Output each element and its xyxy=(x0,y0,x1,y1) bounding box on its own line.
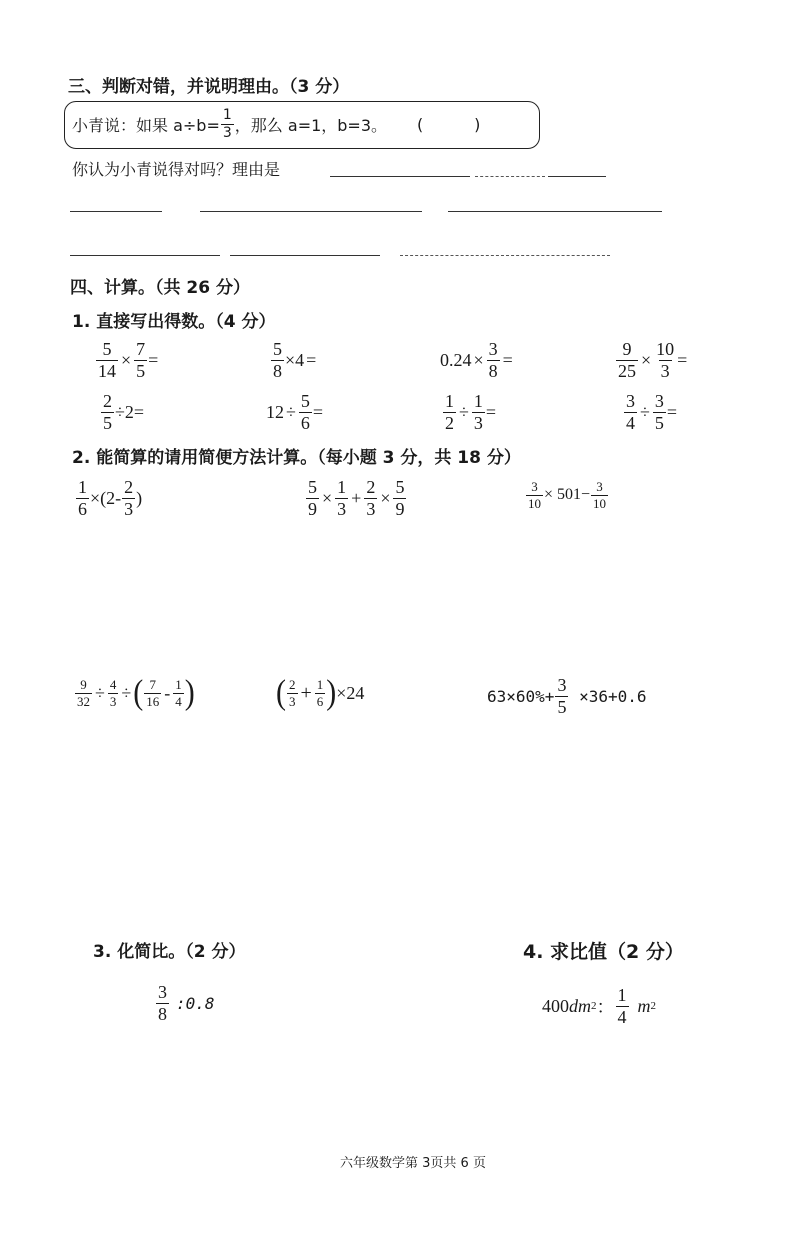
q1-title: 1. 直接写出得数。（4 分） xyxy=(72,312,276,332)
answer-line[interactable] xyxy=(70,211,162,212)
math-symbol: = xyxy=(148,349,159,370)
fraction xyxy=(335,478,348,519)
fraction-numerator: 4 xyxy=(109,677,117,692)
math-symbol: 2 xyxy=(591,1000,597,1013)
fraction-numerator: 3 xyxy=(158,982,167,1002)
q2-expression-1 xyxy=(75,478,142,519)
fraction-numerator: 2 xyxy=(289,677,296,692)
answer-line[interactable] xyxy=(548,176,606,177)
fraction-numerator: 1 xyxy=(445,391,454,411)
fraction-numerator: 3 xyxy=(654,391,664,411)
fraction-denominator: 9 xyxy=(308,498,317,519)
fraction-denominator: 3 xyxy=(366,498,376,519)
fraction-denominator: 3 xyxy=(124,498,134,519)
q1-item-4 xyxy=(615,340,687,381)
fraction xyxy=(364,478,377,519)
fraction-denominator: 5 xyxy=(654,412,664,433)
math-symbol: ×24 xyxy=(336,682,365,703)
fraction-numerator: 2 xyxy=(124,477,134,497)
fraction-denominator: 4 xyxy=(617,1006,627,1027)
fraction-denominator: 3 xyxy=(660,360,670,381)
fraction-numerator: 3 xyxy=(596,479,603,494)
fraction xyxy=(616,986,629,1027)
math-symbol: ÷2= xyxy=(115,401,145,422)
fraction-denominator: 3 xyxy=(109,693,117,709)
math-symbol: ) xyxy=(184,673,195,712)
answer-paren[interactable]: ( ) xyxy=(417,114,481,134)
fraction-numerator: 1 xyxy=(78,477,87,497)
fraction xyxy=(393,478,406,519)
answer-line-faded xyxy=(475,176,545,177)
math-symbol: ×(2- xyxy=(90,487,122,508)
fraction-numerator: 7 xyxy=(136,339,146,359)
math-symbol: ÷ xyxy=(640,401,650,422)
fraction-denominator: 6 xyxy=(300,412,310,433)
fraction-numerator: 1 xyxy=(316,677,324,692)
fraction-numerator: 5 xyxy=(308,477,317,497)
fraction-numerator: 2 xyxy=(103,391,112,411)
fraction-denominator: 3 xyxy=(473,412,483,433)
math-symbol: 400 xyxy=(542,995,569,1016)
math-symbol: ( xyxy=(276,673,286,712)
fraction-numerator: 7 xyxy=(149,677,157,692)
fraction xyxy=(122,478,135,519)
math-symbol: × xyxy=(641,349,652,370)
fraction-numerator: 1 xyxy=(473,391,483,411)
fraction xyxy=(624,392,637,433)
fraction xyxy=(526,480,543,510)
math-symbol: × xyxy=(473,349,484,370)
fraction-denominator: 5 xyxy=(136,360,146,381)
fraction-numerator: 3 xyxy=(626,391,635,411)
q2-expression-6 xyxy=(487,676,647,717)
math-symbol: × xyxy=(121,349,132,370)
q1-item-3 xyxy=(440,340,515,381)
math-symbol: 63×60%+ xyxy=(487,686,555,706)
fraction-numerator: 1 xyxy=(222,107,232,123)
fraction xyxy=(299,392,312,433)
fraction xyxy=(653,392,666,433)
fraction xyxy=(144,678,161,708)
answer-line[interactable] xyxy=(200,211,422,212)
fraction-denominator: 8 xyxy=(158,1003,167,1024)
fraction xyxy=(101,392,114,433)
fraction xyxy=(173,678,184,708)
math-symbol: ： xyxy=(596,997,615,1018)
page-footer: 六年级数学第 3页共 6 页 xyxy=(340,1156,486,1171)
fraction-numerator: 9 xyxy=(80,677,87,692)
q2-expression-4 xyxy=(74,673,195,712)
fraction-numerator: 3 xyxy=(531,479,538,494)
math-symbol: ( xyxy=(133,673,144,712)
fraction-denominator: 5 xyxy=(103,412,112,433)
math-symbol: = xyxy=(485,401,497,422)
fraction-denominator: 4 xyxy=(626,412,635,433)
math-symbol: :0.8 xyxy=(176,993,215,1013)
statement-fraction xyxy=(221,108,234,140)
fraction-numerator: 9 xyxy=(622,339,632,359)
answer-line-faded xyxy=(400,255,610,256)
fraction xyxy=(443,392,456,433)
fraction-denominator: 10 xyxy=(593,495,607,511)
answer-line[interactable] xyxy=(448,211,662,212)
fraction-denominator: 25 xyxy=(618,360,636,381)
fraction xyxy=(271,340,284,381)
math-symbol: + xyxy=(351,487,362,508)
fraction-denominator: 4 xyxy=(175,693,182,709)
fraction xyxy=(472,392,485,433)
fraction-numerator: 5 xyxy=(300,391,310,411)
q1-item-7 xyxy=(442,392,496,433)
math-symbol: ) xyxy=(326,673,337,712)
math-symbol: - xyxy=(164,682,171,703)
math-symbol: 2 xyxy=(650,1000,656,1013)
fraction-numerator: 5 xyxy=(273,339,282,359)
fraction xyxy=(96,340,118,381)
q2-expression-5 xyxy=(276,673,365,712)
math-symbol: × xyxy=(322,487,333,508)
math-symbol: ) xyxy=(136,487,143,508)
math-symbol: 12 xyxy=(266,401,284,422)
fraction-numerator: 3 xyxy=(557,675,567,695)
fraction-numerator: 5 xyxy=(102,339,112,359)
statement-suffix: ，那么 a=1，b=3。 xyxy=(234,115,388,135)
fraction-denominator: 8 xyxy=(488,360,498,381)
fraction-denominator: 3 xyxy=(289,693,296,709)
q2-expression-2 xyxy=(305,478,407,519)
q1-item-5 xyxy=(100,392,144,433)
math-symbol: 0.24 xyxy=(440,349,472,370)
q2-expression-3 xyxy=(525,480,609,510)
fraction-numerator: 5 xyxy=(395,477,405,497)
q1-item-2 xyxy=(270,340,318,381)
math-symbol: = xyxy=(306,349,317,370)
fraction xyxy=(654,340,676,381)
math-symbol: ÷ xyxy=(459,401,469,422)
math-symbol: + xyxy=(300,681,312,704)
fraction xyxy=(134,340,147,381)
math-symbol: = xyxy=(502,349,513,370)
fraction-numerator: 1 xyxy=(617,985,627,1005)
fraction-denominator: 9 xyxy=(395,498,405,519)
fraction-denominator: 2 xyxy=(445,412,454,433)
fraction xyxy=(555,676,568,717)
fraction xyxy=(287,678,298,708)
answer-line[interactable] xyxy=(330,176,470,177)
math-symbol: ÷ xyxy=(121,682,132,703)
fraction-denominator: 3 xyxy=(222,124,232,141)
q1-item-8 xyxy=(623,392,677,433)
statement-prefix: 小青说：如果 a÷b= xyxy=(72,115,220,135)
fraction-denominator: 6 xyxy=(78,498,87,519)
fraction-denominator: 10 xyxy=(528,495,541,511)
fraction xyxy=(108,678,119,708)
fraction-denominator: 6 xyxy=(316,693,324,709)
math-symbol: dm xyxy=(569,995,591,1016)
answer-line[interactable] xyxy=(70,255,220,256)
fraction-denominator: 16 xyxy=(146,693,160,709)
fraction-numerator: 10 xyxy=(656,339,675,359)
fraction-denominator: 8 xyxy=(273,360,282,381)
fraction xyxy=(306,478,319,519)
math-symbol: ÷ xyxy=(286,401,296,422)
fraction xyxy=(315,678,326,708)
math-symbol: = xyxy=(666,401,678,422)
q1-item-6 xyxy=(266,392,323,433)
math-symbol: ×36+0.6 xyxy=(569,686,647,706)
fraction-denominator: 3 xyxy=(337,498,347,519)
answer-line[interactable] xyxy=(230,255,380,256)
fraction-numerator: 1 xyxy=(337,477,347,497)
math-symbol: m xyxy=(637,995,651,1016)
fraction-denominator: 32 xyxy=(77,693,90,709)
math-symbol: ÷ xyxy=(95,682,105,703)
q4-expression xyxy=(542,986,656,1027)
statement xyxy=(72,108,480,140)
fraction xyxy=(616,340,638,381)
fraction xyxy=(487,340,500,381)
section3-title: 三、判断对错，并说明理由。（3 分） xyxy=(68,77,350,97)
section4-title: 四、计算。（共 26 分） xyxy=(70,278,250,298)
math-symbol: × xyxy=(380,487,391,508)
fraction-denominator: 14 xyxy=(98,360,116,381)
reason-question: 你认为小青说得对吗？理由是 xyxy=(72,160,281,179)
math-symbol: = xyxy=(677,349,688,370)
math-symbol: = xyxy=(312,401,324,422)
fraction xyxy=(156,983,169,1024)
math-symbol: ×4 xyxy=(285,349,305,370)
q3-title: 3. 化简比。（2 分） xyxy=(93,942,246,962)
fraction xyxy=(76,478,89,519)
q3-expression xyxy=(155,983,215,1024)
fraction-numerator: 1 xyxy=(175,677,182,692)
q4-title: 4. 求比值（2 分） xyxy=(523,941,684,963)
math-symbol: × 501− xyxy=(544,486,591,504)
q2-title: 2. 能简算的请用简便方法计算。（每小题 3 分，共 18 分） xyxy=(72,448,521,468)
fraction-numerator: 3 xyxy=(488,339,498,359)
fraction-denominator: 5 xyxy=(557,696,567,717)
fraction-numerator: 2 xyxy=(366,477,376,497)
fraction xyxy=(75,678,92,708)
q1-item-1 xyxy=(95,340,158,381)
fraction xyxy=(591,480,608,510)
